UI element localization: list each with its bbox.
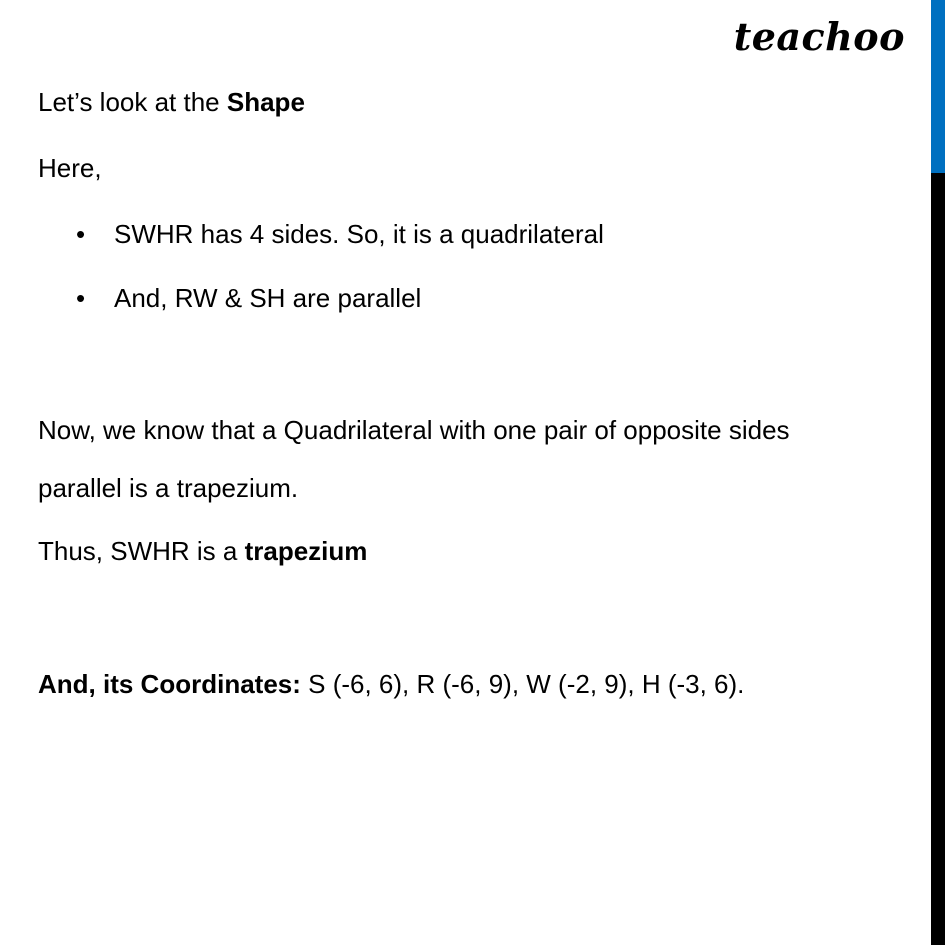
- coordinates-values: S (-6, 6), R (-6, 9), W (-2, 9), H (-3, 6).: [300, 669, 745, 699]
- intro-line: [38, 86, 305, 118]
- thus-bold-trapezium: trapezium: [244, 536, 368, 566]
- coordinates-line: [38, 668, 744, 700]
- intro-bold-shape: Shape: [226, 87, 305, 117]
- here-line: Here,: [38, 153, 102, 183]
- now-line-2: parallel is a trapezium.: [38, 473, 299, 503]
- coordinates-label: And, its Coordinates:: [38, 669, 301, 699]
- side-bar-accent: [931, 0, 945, 173]
- bullet-item: [76, 282, 421, 314]
- bullet-dot: •: [76, 219, 86, 249]
- now-line-1: Now, we know that a Quadrilateral with one pair of opposite sides: [38, 415, 790, 445]
- thus-line: [38, 535, 367, 567]
- bullet-dot: •: [76, 283, 86, 313]
- bullet-text: And, RW & SH are parallel: [114, 283, 422, 313]
- teachoo-logo: teachoo: [733, 14, 905, 59]
- bullet-text: SWHR has 4 sides. So, it is a quadrilateral: [114, 219, 604, 249]
- intro-text: Let’s look at the: [38, 87, 227, 117]
- bullet-item: [76, 218, 604, 250]
- thus-text: Thus, SWHR is a: [38, 536, 245, 566]
